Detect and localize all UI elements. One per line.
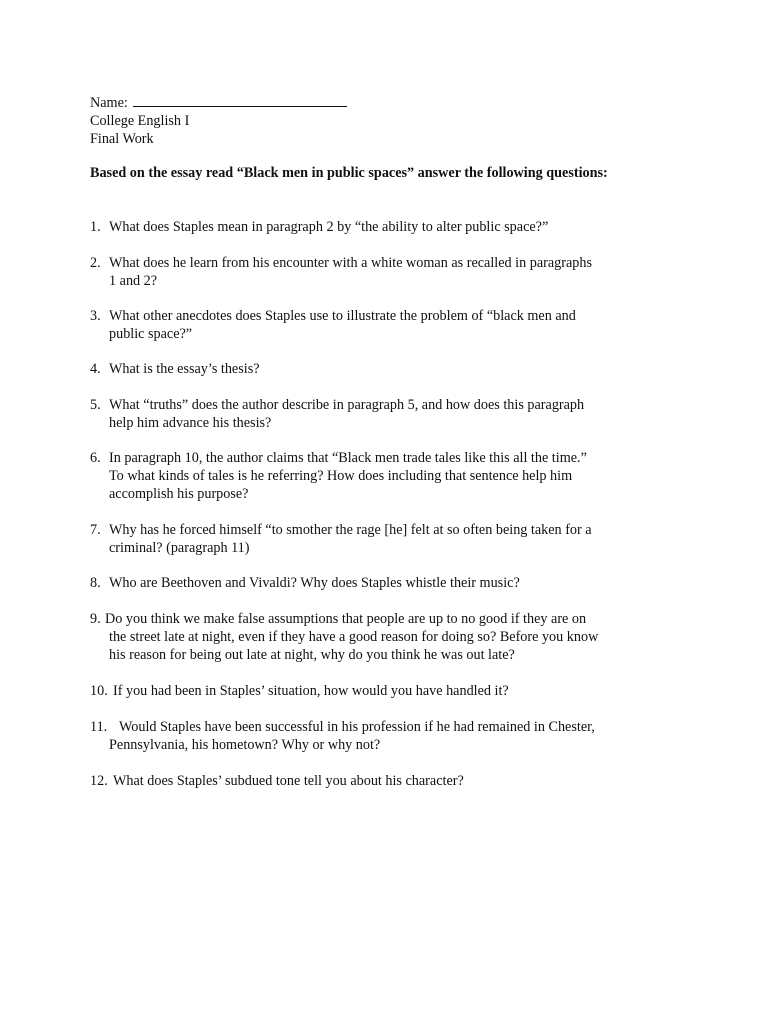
question-text: help him advance his thesis? xyxy=(109,415,272,431)
question-10 xyxy=(90,682,650,700)
question-text: In paragraph 10, the author claims that “Black men trade tales like this all the time.” xyxy=(109,450,587,466)
question-5 xyxy=(90,396,650,432)
question-text: Pennsylvania, his hometown? Why or why not? xyxy=(109,737,381,753)
question-number: 9. xyxy=(90,611,101,627)
question-text: the street late at night, even if they have a good reason for doing so? Before you know xyxy=(109,629,599,645)
question-1 xyxy=(90,218,650,236)
question-9 xyxy=(90,610,650,664)
question-text: Why has he forced himself “to smother the rage [he] felt at so often being taken for a xyxy=(109,522,592,538)
question-number: 1. xyxy=(90,219,101,235)
question-number: 10. xyxy=(90,683,108,699)
question-text: his reason for being out late at night, why do you think he was out late? xyxy=(109,647,515,663)
question-text: Do you think we make false assumptions that people are up to no good if they are on xyxy=(105,611,587,627)
question-text: 1 and 2? xyxy=(109,273,158,289)
question-number: 5. xyxy=(90,397,101,413)
question-text: public space?” xyxy=(109,326,193,342)
question-text: If you had been in Staples’ situation, how would you have handled it? xyxy=(113,683,509,699)
question-text: What does he learn from his encounter with a white woman as recalled in paragraphs xyxy=(109,255,592,271)
question-number: 11. xyxy=(90,719,108,735)
name-label: Name: xyxy=(90,95,128,111)
question-text: To what kinds of tales is he referring? How does including that sentence help him xyxy=(109,468,573,484)
question-number: 3. xyxy=(90,308,101,324)
question-text: What other anecdotes does Staples use to illustrate the problem of “black men and xyxy=(109,308,576,324)
document-header xyxy=(90,92,347,148)
question-8 xyxy=(90,574,650,592)
question-text: What is the essay’s thesis? xyxy=(109,361,260,377)
question-7 xyxy=(90,521,650,557)
question-number: 7. xyxy=(90,522,101,538)
question-text: What does Staples’ subdued tone tell you about his character? xyxy=(113,773,464,789)
question-text: Who are Beethoven and Vivaldi? Why does Staples whistle their music? xyxy=(109,575,520,591)
course-title: College English I xyxy=(90,113,190,129)
question-number: 6. xyxy=(90,450,101,466)
question-number: 12. xyxy=(90,773,108,789)
question-4 xyxy=(90,360,650,378)
instructions: Based on the essay read “Black men in public spaces” answer the following questions: xyxy=(90,165,608,181)
question-3 xyxy=(90,307,650,343)
name-row xyxy=(90,92,347,112)
question-text: accomplish his purpose? xyxy=(109,486,249,502)
question-number: 2. xyxy=(90,255,101,271)
question-2 xyxy=(90,254,650,290)
question-text: What “truths” does the author describe in paragraph 5, and how does this paragraph xyxy=(109,397,585,413)
question-text: Would Staples have been successful in his profession if he had remained in Chester, xyxy=(119,719,595,735)
question-text: criminal? (paragraph 11) xyxy=(109,540,250,556)
question-6 xyxy=(90,449,650,503)
question-number: 8. xyxy=(90,575,101,591)
question-11 xyxy=(90,718,650,754)
question-text: What does Staples mean in paragraph 2 by “the ability to alter public space?” xyxy=(109,219,549,235)
question-12 xyxy=(90,772,650,790)
question-number: 4. xyxy=(90,361,101,377)
name-blank-line xyxy=(133,92,347,107)
assignment-title: Final Work xyxy=(90,131,154,147)
